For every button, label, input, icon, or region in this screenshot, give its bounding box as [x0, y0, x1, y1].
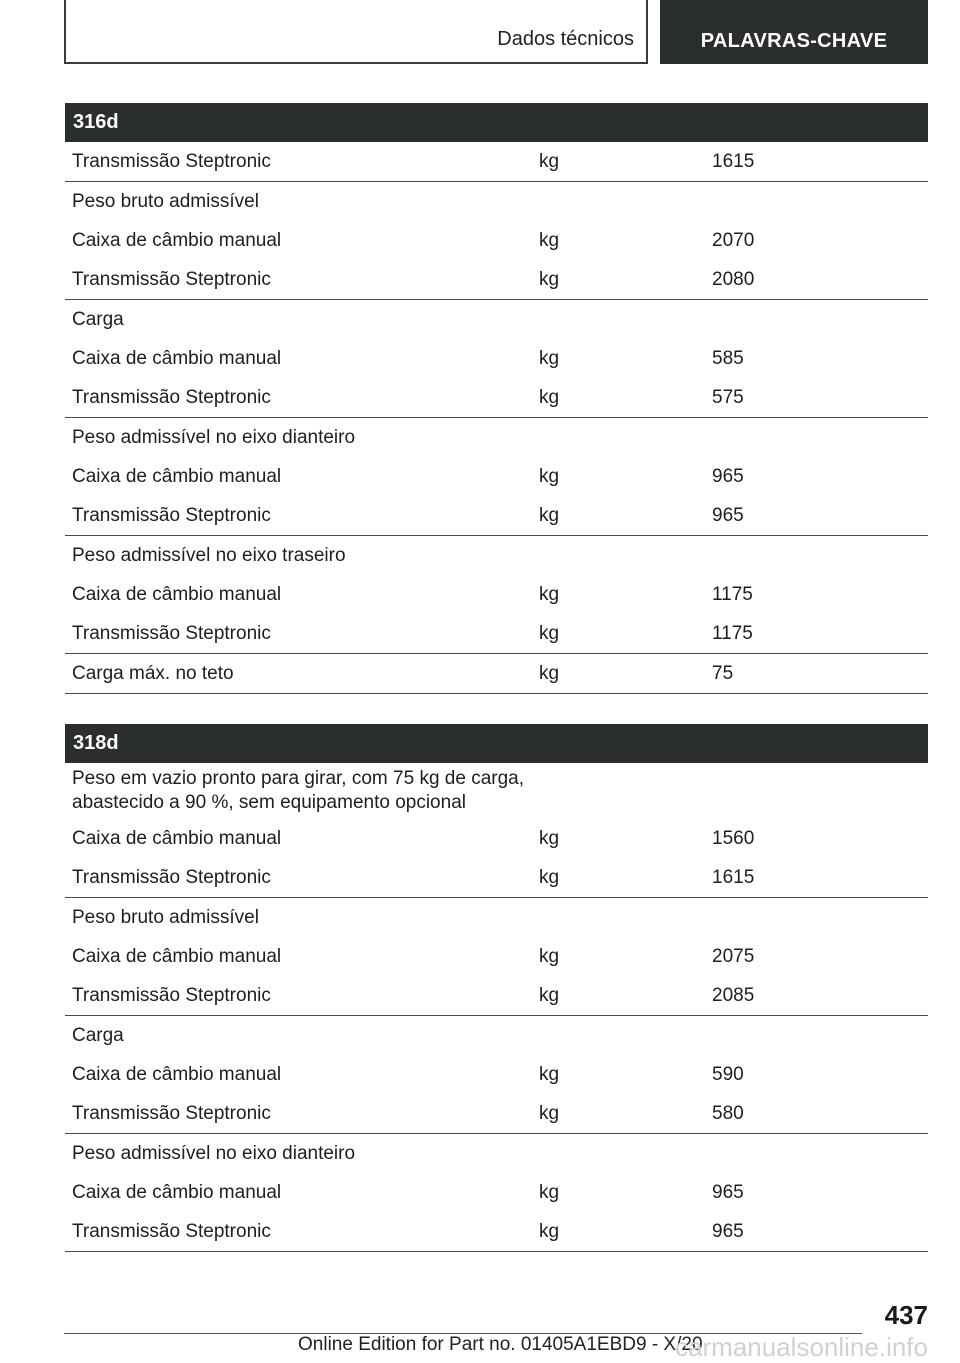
row-value: 2085 [712, 984, 755, 1006]
row-unit: kg [539, 465, 560, 487]
spec-block-318d [65, 724, 928, 1252]
spec-row [65, 819, 928, 858]
group-title-row [65, 763, 928, 819]
row-value: 2075 [712, 945, 755, 967]
row-unit: kg [539, 229, 560, 251]
row-value: 965 [712, 504, 744, 526]
group-title-row [65, 1016, 928, 1055]
group-title-row [65, 418, 928, 457]
group-title-row [65, 536, 928, 575]
row-value: 1615 [712, 150, 755, 172]
spec-row [65, 1094, 928, 1133]
row-label: Transmissão Steptronic [72, 268, 271, 290]
row-value: 965 [712, 1181, 744, 1203]
spec-group [65, 1016, 928, 1134]
page-header [64, 0, 928, 66]
row-value: 585 [712, 347, 744, 369]
row-value: 590 [712, 1063, 744, 1085]
spec-row [65, 614, 928, 653]
group-title: Peso admissível no eixo dianteiro [72, 426, 356, 448]
page-number: 437 [884, 1300, 928, 1330]
spec-row [65, 1055, 928, 1094]
group-title: Peso bruto admissível [72, 190, 259, 212]
section-tab-label: Dados técnicos [497, 28, 634, 50]
row-unit: kg [539, 504, 560, 526]
row-value: 965 [712, 465, 744, 487]
spec-row [65, 496, 928, 535]
row-value: 1615 [712, 866, 755, 888]
spec-row [65, 142, 928, 181]
row-value: 1175 [712, 622, 753, 644]
row-label: Transmissão Steptronic [72, 504, 271, 526]
row-unit: kg [539, 386, 560, 408]
row-label: Transmissão Steptronic [72, 1220, 271, 1242]
row-label: Caixa de câmbio manual [72, 583, 282, 605]
keywords-tab[interactable] [660, 0, 928, 64]
spec-group [65, 1134, 928, 1252]
row-label: Transmissão Steptronic [72, 1102, 271, 1124]
group-title-row [65, 182, 928, 221]
section-tab[interactable] [64, 0, 648, 64]
row-label: Transmissão Steptronic [72, 866, 271, 888]
row-unit: kg [539, 1063, 560, 1085]
row-unit: kg [539, 945, 560, 967]
spec-group [65, 142, 928, 182]
spec-row [65, 260, 928, 299]
row-label: Caixa de câmbio manual [72, 465, 282, 487]
row-label: Transmissão Steptronic [72, 984, 271, 1006]
spec-group [65, 654, 928, 694]
spec-row [65, 1173, 928, 1212]
row-value: 2080 [712, 268, 755, 290]
row-value: 2070 [712, 229, 755, 251]
row-value: 75 [712, 662, 734, 684]
row-unit: kg [539, 827, 560, 849]
row-value: 965 [712, 1220, 744, 1242]
row-unit: kg [539, 984, 560, 1006]
watermark-text: carmanualsonline.info [675, 1332, 928, 1362]
row-label: Caixa de câmbio manual [72, 945, 282, 967]
row-label: Transmissão Steptronic [72, 622, 271, 644]
group-title-row [65, 300, 928, 339]
block-title: 316d [65, 103, 928, 142]
spec-row [65, 457, 928, 496]
spec-row [65, 378, 928, 417]
row-unit: kg [539, 1102, 560, 1124]
group-title-row [65, 898, 928, 937]
group-title: Peso admissível no eixo dianteiro [72, 1142, 356, 1164]
spec-row [65, 937, 928, 976]
group-title: Peso em vazio pronto para girar, com 75 kg de carga, abastecido a 90 %, sem equipamento opcional [72, 768, 525, 813]
row-unit: kg [539, 150, 560, 172]
spec-row [65, 976, 928, 1015]
row-unit: kg [539, 866, 560, 888]
keywords-tab-label: PALAVRAS-CHAVE [700, 30, 888, 52]
row-unit: kg [539, 622, 560, 644]
spec-group [65, 182, 928, 300]
row-label: Transmissão Steptronic [72, 386, 271, 408]
spec-row [65, 221, 928, 260]
row-label: Caixa de câmbio manual [72, 347, 282, 369]
group-title: Carga [72, 308, 124, 330]
spec-group [65, 763, 928, 898]
row-unit: kg [539, 1220, 560, 1242]
spec-row [65, 575, 928, 614]
spec-row [65, 339, 928, 378]
spec-group [65, 418, 928, 536]
row-value: 1560 [712, 827, 755, 849]
spec-group [65, 536, 928, 654]
group-title: Carga [72, 1024, 124, 1046]
row-unit: kg [539, 583, 560, 605]
group-title: Peso admissível no eixo traseiro [72, 544, 346, 566]
row-unit: kg [539, 268, 560, 290]
group-title-row [65, 1134, 928, 1173]
row-unit: kg [539, 347, 560, 369]
row-label: Carga máx. no teto [72, 662, 234, 684]
row-value: 1175 [712, 583, 753, 605]
spec-block-316d [65, 103, 928, 694]
row-label: Caixa de câmbio manual [72, 1063, 282, 1085]
spec-row [65, 654, 928, 693]
spec-group [65, 898, 928, 1016]
spec-group [65, 300, 928, 418]
row-value: 575 [712, 386, 744, 408]
spec-row [65, 858, 928, 897]
row-label: Transmissão Steptronic [72, 150, 271, 172]
row-label: Caixa de câmbio manual [72, 229, 282, 251]
group-title: Peso bruto admissível [72, 906, 259, 928]
block-title: 318d [65, 724, 928, 763]
row-value: 580 [712, 1102, 744, 1124]
row-label: Caixa de câmbio manual [72, 1181, 282, 1203]
edition-text: Online Edition for Part no. 01405A1EBD9 - X/20 [298, 1334, 703, 1355]
row-unit: kg [539, 662, 560, 684]
page-footer [64, 1300, 928, 1362]
row-unit: kg [539, 1181, 560, 1203]
spec-row [65, 1212, 928, 1251]
technical-data-content [65, 103, 928, 1282]
row-label: Caixa de câmbio manual [72, 827, 282, 849]
